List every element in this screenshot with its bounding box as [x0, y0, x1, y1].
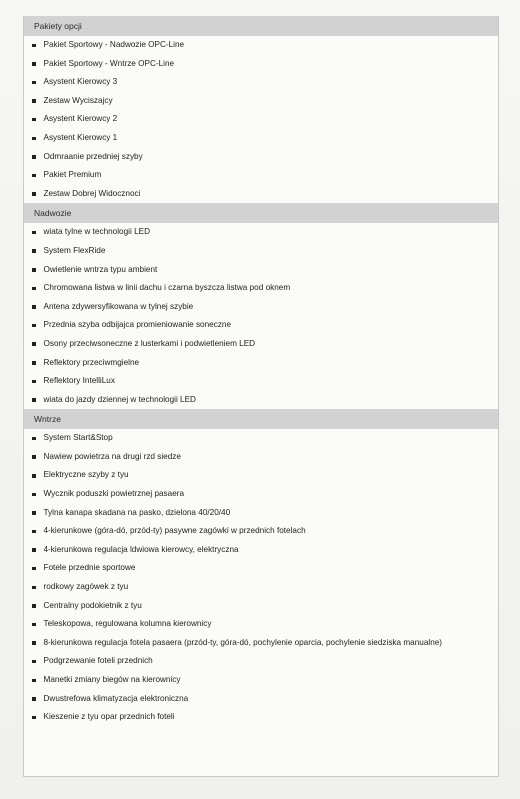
list-item [24, 354, 498, 373]
bullet-icon [32, 567, 36, 571]
list-item [24, 391, 498, 410]
bullet-icon [32, 455, 36, 459]
bullet-icon [32, 437, 36, 441]
list-item-label: Zestaw Dobrej Widocznoci [43, 188, 141, 198]
list-item [24, 55, 498, 74]
list-item-label: Dwustrefowa klimatyzacja elektroniczna [43, 693, 189, 703]
list-item [24, 671, 498, 690]
list-item-label: wiata do jazdy dziennej w technologii LED [43, 394, 196, 404]
list-item-label: Reflektory IntelliLux [43, 376, 115, 386]
list-item-label: Reflektory przeciwmgielne [43, 357, 140, 367]
bullet-icon [32, 231, 36, 235]
list-item-label: Pakiet Sportowy - Wntrze OPC-Line [43, 58, 175, 68]
list-item [24, 690, 498, 709]
section-item-list [24, 36, 498, 203]
bullet-icon [32, 474, 36, 478]
bullet-icon [32, 623, 36, 627]
bullet-icon [32, 324, 36, 328]
list-item-label: Owietlenie wntrza typu ambient [43, 264, 158, 274]
list-item [24, 279, 498, 298]
list-item [24, 73, 498, 92]
bullet-icon [32, 530, 36, 534]
bullet-icon [32, 287, 36, 291]
bullet-icon [32, 493, 36, 497]
list-item [24, 185, 498, 204]
bullet-icon [32, 174, 36, 178]
list-item-label: Osony przeciwsoneczne z lusterkami i podwietleniem LED [43, 338, 256, 348]
list-item [24, 110, 498, 129]
list-item [24, 92, 498, 111]
list-item-label: Antena zdywersyfikowana w tylnej szybie [43, 301, 194, 311]
bullet-icon [32, 268, 36, 272]
bullet-icon [32, 716, 36, 720]
list-item [24, 559, 498, 578]
list-item [24, 541, 498, 560]
bullet-icon [32, 660, 36, 664]
bullet-icon [32, 342, 36, 346]
bullet-icon [32, 81, 36, 85]
list-item [24, 335, 498, 354]
bullet-icon [32, 305, 36, 309]
list-item [24, 298, 498, 317]
list-item-label: Fotele przednie sportowe [43, 563, 136, 573]
bullet-icon [32, 118, 36, 122]
bullet-icon [32, 548, 36, 552]
list-item [24, 578, 498, 597]
list-item [24, 372, 498, 391]
list-item [24, 36, 498, 55]
list-item-label: Pakiet Sportowy - Nadwozie OPC-Line [43, 40, 185, 49]
list-item [24, 129, 498, 148]
list-item [24, 597, 498, 616]
bullet-icon [32, 398, 36, 402]
list-item [24, 522, 498, 541]
bullet-icon [32, 155, 36, 159]
section-header-wntrze: Wntrze [24, 409, 498, 429]
list-item-label: Nawiew powietrza na drugi rzd siedze [43, 451, 181, 461]
list-item-label: Odmraanie przedniej szyby [43, 151, 143, 161]
bullet-icon [32, 679, 36, 683]
list-item-label: System Start&Stop [43, 433, 113, 443]
bullet-icon [32, 604, 36, 608]
bullet-icon [32, 641, 36, 645]
list-item-label: Wycznik poduszki powietrznej pasaera [43, 489, 185, 499]
list-item [24, 148, 498, 167]
list-item [24, 429, 498, 448]
list-item-label: Asystent Kierowcy 1 [43, 132, 118, 142]
list-item-label: 8-kierunkowa regulacja fotela pasaera (przód-ty, góra-dó, pochylenie oparcia, pochylenie siedziska manualne) [43, 637, 443, 647]
section-item-list [24, 223, 498, 409]
section-header-pakiety-opcji: Pakiety opcji [24, 16, 498, 36]
list-item-label: wiata tylne w technologii LED [43, 227, 150, 237]
list-item [24, 223, 498, 242]
bullet-icon [32, 380, 36, 384]
bullet-icon [32, 361, 36, 365]
list-item-label: Asystent Kierowcy 3 [43, 77, 118, 87]
bullet-icon [32, 192, 36, 196]
list-item-label: 4-kierunkowa regulacja ldwiowa kierowcy, elektryczna [43, 544, 239, 554]
bullet-icon [32, 44, 36, 48]
list-item-label: Elektryczne szyby z tyu [43, 470, 129, 480]
list-item [24, 316, 498, 335]
list-item [24, 485, 498, 504]
bullet-icon [32, 697, 36, 701]
bullet-icon [32, 137, 36, 141]
list-item-label: Podgrzewanie foteli przednich [43, 656, 153, 666]
bullet-icon [32, 586, 36, 590]
list-item-label: Chromowana listwa w linii dachu i czarna byszcza listwa pod oknem [43, 283, 291, 293]
list-item-label: Manetki zmiany biegów na kierownicy [43, 675, 181, 684]
list-item [24, 261, 498, 280]
list-item [24, 615, 498, 634]
bullet-icon [32, 511, 36, 515]
section-item-list [24, 429, 498, 727]
list-item [24, 466, 498, 485]
list-item-label: Teleskopowa, regulowana kolumna kierownicy [43, 619, 212, 629]
list-item-label: 4-kierunkowe (góra-dó, przód-ty) pasywne zagówki w przednich fotelach [43, 526, 306, 536]
list-item-label: Centralny podokietnik z tyu [43, 600, 142, 610]
list-item-label: Kieszenie z tyu opar przednich foteli [43, 712, 175, 722]
equipment-list-document [23, 16, 499, 777]
list-item [24, 652, 498, 671]
list-item [24, 708, 498, 727]
bullet-icon [32, 249, 36, 253]
list-item-label: Przednia szyba odbijajca promieniowanie soneczne [43, 320, 232, 330]
list-item [24, 242, 498, 261]
list-item [24, 448, 498, 467]
list-item-label: Tylna kanapa skadana na pasko, dzielona 40/20/40 [43, 507, 231, 517]
list-item [24, 634, 498, 653]
list-item [24, 166, 498, 185]
list-item-label: Zestaw Wyciszajcy [43, 95, 113, 105]
list-item-label: Asystent Kierowcy 2 [43, 114, 118, 124]
list-item-label: System FlexRide [43, 245, 106, 255]
section-header-nadwozie: Nadwozie [24, 203, 498, 223]
bullet-icon [32, 99, 36, 103]
list-item-label: Pakiet Premium [43, 170, 102, 180]
list-item-label: rodkowy zagówek z tyu [43, 582, 129, 592]
bullet-icon [32, 62, 36, 66]
list-item [24, 504, 498, 523]
